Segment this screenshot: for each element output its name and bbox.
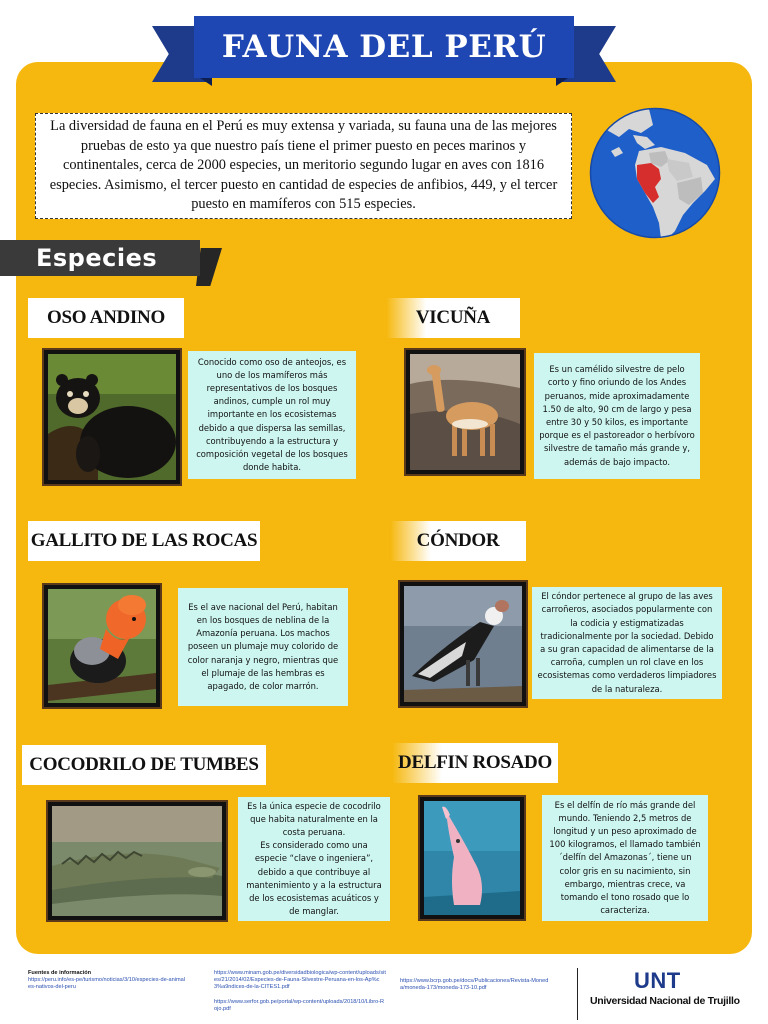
species-title-vicuna: VICUÑA (386, 298, 520, 338)
unt-logo: UNT (634, 968, 681, 993)
source-link-1[interactable]: https://peru.info/es-pe/turismo/noticias/3/10/especies-de-animales-nativos-del-peru (28, 977, 186, 990)
desc-text-condor: El cóndor pertenece al grupo de las aves carroñeros, asociados popularmente con la codicia y estigmatizadas tradicionalmente por la sociedad. Debido a su gran capacidad de alimentarse de la carroña, cumplen un rol clave en los ecosistemas como verdaderos limpiadores de la naturaleza. (537, 591, 717, 694)
photo-condor (400, 582, 526, 706)
source-link-2[interactable]: https://www.minam.gob.pe/diversidadbiologica/wp-content/uploads/sites/21/2014/02/Especies-de-Fauna-Silvestre-Peruana-en-los-Ap%c3%a9ndices-de-la-CITES1.pdf (214, 970, 386, 990)
photo-cocodrilo-de-tumbes (48, 802, 226, 920)
footer-divider (577, 968, 578, 1020)
desc-text-cocodrilo-de-tumbes: Es la única especie de cocodrilo que habita naturalmente en la costa peruana. Es considerado como una especie “clave o ingeniera”, debido a que contribuye al mantenimiento y a la estructura de los ecosistemas acuáticos y de manglar. (246, 800, 382, 917)
species-title-delfin-rosado: DELFIN ROSADO (392, 743, 558, 783)
desc-box-condor (532, 587, 722, 699)
desc-box-cocodrilo-de-tumbes (238, 797, 390, 921)
species-title-gallito-de-las-rocas: GALLITO DE LAS ROCAS (28, 521, 260, 561)
sources-title: Fuentes de información (28, 970, 92, 976)
title-banner (194, 16, 574, 78)
source-link-4[interactable]: https://www.bcrp.gob.pe/docs/Publicaciones/Revista-Moneda/moneda-173/moneda-173-10.pdf (400, 978, 549, 991)
desc-text-vicuna: Es un camélido silvestre de pelo corto y fino oriundo de los Andes peruanos, mide aproximadamente 1.50 de alto, 90 cm de largo y pesa entre 30 y 50 kilos, es importante porque es el pastoreador o herbívoro silvestre de tamaño más grande y, además de bajo impacto. (539, 364, 695, 467)
especies-title: Especies (36, 244, 158, 272)
intro-text: La diversidad de fauna en el Perú es muy extensa y variada, su fauna una de las mejores pruebas de esto ya que nuestro país tiene el primer puesto en peces marinos y continentales, cerca de 2000 especies, un meritorio segundo lugar en aves con 1816 especies. Asimismo, el tercer puesto en cantidad de especies de anfibios, 449, y el tercer puesto en mamíferos con 515 especies. (49, 118, 558, 213)
sources-block (28, 970, 188, 991)
especies-header (0, 240, 222, 288)
desc-box-gallito-de-las-rocas (178, 588, 348, 706)
photo-gallito-de-las-rocas (44, 585, 160, 707)
page-title: FAUNA DEL PERÚ (221, 29, 547, 65)
species-title-condor: CÓNDOR (390, 521, 526, 561)
intro-box (35, 113, 572, 219)
university-name: Universidad Nacional de Trujillo (590, 995, 740, 1007)
desc-text-oso-andino: Conocido como oso de anteojos, es uno de los mamíferos más representativos de los bosques andinos, cumple un rol muy importante en los ecosistemas debido a que dispersa las semillas, contribuyendo a la estructura y composición vegetal de los bosques donde habita. (196, 356, 348, 473)
especies-tab (0, 240, 200, 276)
photo-oso-andino (44, 350, 180, 484)
photo-delfin-rosado (420, 797, 524, 919)
species-title-oso-andino: OSO ANDINO (28, 298, 184, 338)
desc-box-delfin-rosado (542, 795, 708, 921)
species-title-cocodrilo-de-tumbes: COCODRILO DE TUMBES (22, 745, 266, 785)
desc-box-vicuna (534, 353, 700, 479)
desc-box-oso-andino (188, 351, 356, 479)
source-link-3[interactable]: https://www.serfor.gob.pe/portal/wp-content/uploads/2018/10/Libro-Rojo.pdf (214, 999, 385, 1012)
desc-text-delfin-rosado: Es el delfín de río más grande del mundo. Teniendo 2,5 metros de longitud y un peso aproximado de 100 kilogramos, el llamado también ´delfín del Amazonas´, tiene un color gris en su nacimiento, sin embargo, mientras crece, va tomando el tono rosado que lo caracteriza. (549, 799, 701, 916)
globe-peru-map (589, 107, 721, 239)
desc-text-gallito-de-las-rocas: Es el ave nacional del Perú, habitan en los bosques de neblina de la Amazonía peruana. Los machos poseen un plumaje muy colorido de color naranja y negro, mientras que el plumaje de las hembras es apagado, de color marrón. (187, 601, 339, 691)
photo-vicuna (406, 350, 524, 474)
